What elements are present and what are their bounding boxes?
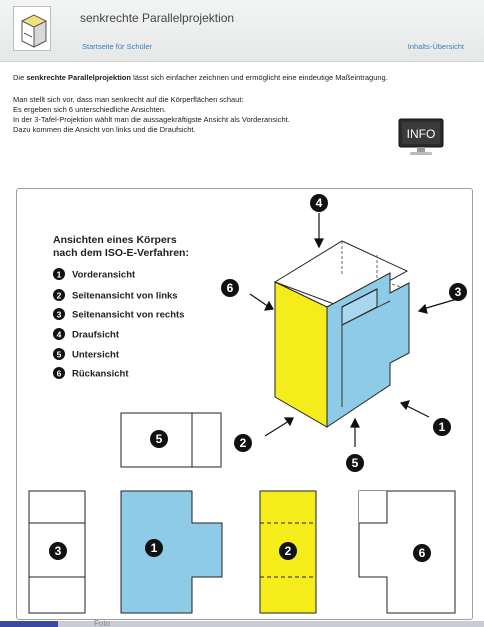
legend-item	[53, 328, 120, 341]
info-button-label: INFO	[406, 127, 436, 141]
views-figure	[16, 188, 473, 620]
page-title: senkrechte Parallelprojektion	[80, 11, 235, 25]
marker-number: 2	[56, 290, 62, 301]
legend-item	[53, 289, 178, 302]
badge-number: 1	[438, 420, 446, 434]
badge-number: 5	[155, 432, 163, 446]
badge-number: 4	[315, 196, 323, 210]
view-6-back	[359, 491, 455, 613]
legend-label: Seitenansicht von rechts	[72, 309, 185, 321]
badge-number: 2	[284, 544, 292, 558]
views-diagram	[17, 189, 473, 620]
badge-number: 5	[351, 456, 359, 470]
figure-title-line-1: Ansichten eines Körpers	[53, 234, 177, 246]
badge-number: 3	[54, 544, 62, 558]
legend-label: Draufsicht	[72, 329, 119, 341]
intro-line-1: Man stellt sich vor, dass man senkrecht auf die Körperflächen schaut:	[13, 95, 244, 104]
bottom-bar	[0, 621, 484, 627]
info-button[interactable]	[398, 118, 444, 156]
badge-number: 2	[239, 436, 247, 450]
intro-line-3: In der 3-Tafel-Projektion wählt man die aussagekräftigste Ansicht als Vorderansicht.	[13, 115, 290, 124]
intro-text	[13, 73, 453, 135]
intro-bold-term: senkrechte Parallelprojektion	[26, 73, 131, 82]
marker-number: 4	[56, 329, 62, 340]
isometric-body	[275, 241, 409, 427]
nav-link-toc[interactable]: Inhalts-Übersicht	[407, 42, 464, 51]
legend-item	[53, 367, 129, 380]
badge-number: 6	[226, 281, 234, 295]
bottom-accent	[0, 621, 58, 627]
intro-line-4: Dazu kommen die Ansicht von links und die Draufsicht.	[13, 125, 196, 134]
legend-label: Rückansicht	[72, 368, 129, 380]
view-1-front	[121, 491, 222, 613]
intro-line-2: Es ergeben sich 6 unterschiedliche Ansichten.	[13, 105, 167, 114]
marker-number: 6	[56, 368, 62, 379]
marker-number: 1	[56, 269, 62, 280]
legend-item	[53, 268, 136, 281]
legend-label: Untersicht	[72, 349, 119, 361]
figure-title-line-2: nach dem ISO-E-Verfahren:	[53, 247, 189, 259]
page-header	[0, 0, 484, 62]
intro-suffix: lässt sich einfacher zeichnen und ermöglicht eine eindeutige Maßeintragung.	[130, 73, 388, 82]
badge-number: 6	[418, 546, 426, 560]
view-3-right	[29, 491, 85, 613]
legend-label: Seitenansicht von links	[72, 290, 178, 302]
marker-number: 3	[56, 309, 62, 320]
marker-number: 5	[56, 349, 62, 360]
intro-paragraph	[13, 73, 453, 83]
nav-link-home[interactable]: Startseite für Schüler	[82, 42, 153, 51]
ruler-cube-logo-icon[interactable]	[13, 6, 51, 51]
intro-prefix: Die	[13, 73, 27, 82]
badge-number: 3	[454, 285, 462, 299]
view-5-underside	[121, 413, 221, 467]
footer-partial-text: Foto	[94, 619, 111, 627]
view-2-left	[260, 491, 316, 613]
monitor-info-icon	[398, 118, 444, 156]
legend-label: Vorderansicht	[72, 269, 136, 281]
badge-number: 1	[150, 541, 158, 555]
legend-item	[53, 348, 120, 361]
legend-item	[53, 308, 184, 321]
